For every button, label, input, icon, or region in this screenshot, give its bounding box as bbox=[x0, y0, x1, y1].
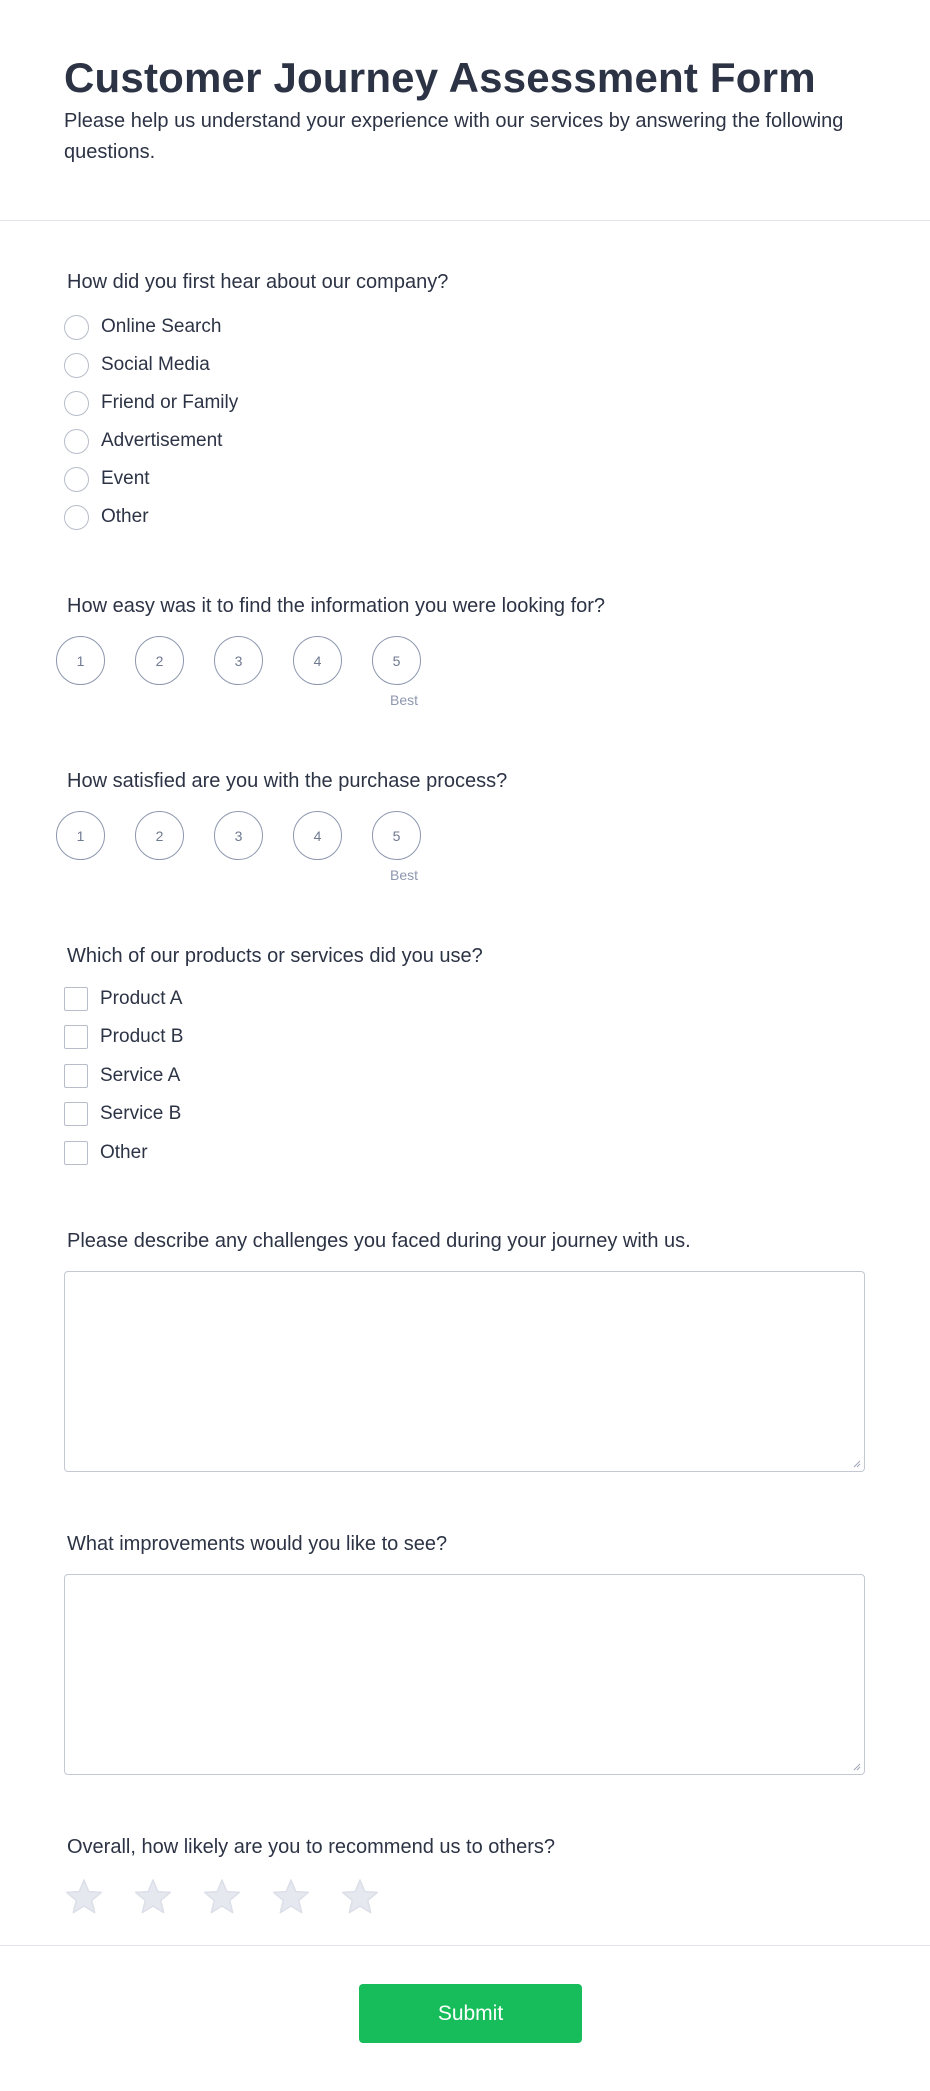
question-challenges-label: Please describe any challenges you faced during your journey with us. bbox=[67, 1230, 691, 1252]
radio-circle[interactable] bbox=[64, 467, 89, 492]
checkbox-box[interactable] bbox=[64, 1141, 88, 1165]
checkbox-option-label: Product B bbox=[100, 1026, 184, 1047]
improvements-textarea[interactable] bbox=[64, 1574, 865, 1775]
radio-option-label: Event bbox=[101, 468, 150, 489]
scale-max-label: Best bbox=[390, 867, 419, 883]
resize-grip-icon[interactable] bbox=[852, 1762, 861, 1771]
checkbox-option-product-b[interactable] bbox=[64, 1024, 183, 1050]
form-title: Customer Journey Assessment Form bbox=[64, 54, 816, 101]
purchase-rating-scale bbox=[56, 811, 451, 860]
question-recommend-label: Overall, how likely are you to recommend us to others? bbox=[67, 1836, 555, 1858]
scale-option-5[interactable]: 5 bbox=[372, 636, 421, 685]
checkbox-option-other[interactable] bbox=[64, 1140, 148, 1166]
radio-option-label: Friend or Family bbox=[101, 392, 239, 413]
radio-circle[interactable] bbox=[64, 353, 89, 378]
question-purchase-satisfaction-label: How satisfied are you with the purchase process? bbox=[67, 770, 508, 792]
radio-option-label: Advertisement bbox=[101, 430, 223, 451]
star-icon[interactable] bbox=[133, 1877, 173, 1917]
recommend-star-rating bbox=[64, 1877, 409, 1917]
form-footer bbox=[0, 1945, 930, 2091]
radio-circle[interactable] bbox=[64, 429, 89, 454]
radio-circle[interactable] bbox=[64, 505, 89, 530]
radio-option-social-media[interactable] bbox=[64, 352, 210, 378]
resize-grip-icon[interactable] bbox=[852, 1459, 861, 1468]
question-products-used-label: Which of our products or services did you use? bbox=[67, 945, 483, 967]
scale-option-1[interactable]: 1 bbox=[56, 636, 105, 685]
radio-option-other[interactable] bbox=[64, 504, 149, 530]
scale-option-4[interactable]: 4 bbox=[293, 636, 342, 685]
checkbox-option-product-a[interactable] bbox=[64, 986, 182, 1012]
find-info-rating-scale bbox=[56, 636, 451, 685]
scale-option-5[interactable]: 5 bbox=[372, 811, 421, 860]
radio-option-label: Social Media bbox=[101, 354, 210, 375]
challenges-textarea[interactable] bbox=[64, 1271, 865, 1472]
question-find-info-label: How easy was it to find the information you were looking for? bbox=[67, 595, 606, 617]
checkbox-option-service-b[interactable] bbox=[64, 1101, 181, 1127]
star-icon[interactable] bbox=[64, 1877, 104, 1917]
star-icon[interactable] bbox=[271, 1877, 311, 1917]
star-icon[interactable] bbox=[202, 1877, 242, 1917]
checkbox-option-service-a[interactable] bbox=[64, 1063, 180, 1089]
scale-option-3[interactable]: 3 bbox=[214, 811, 263, 860]
checkbox-option-label: Other bbox=[100, 1142, 148, 1163]
checkbox-box[interactable] bbox=[64, 987, 88, 1011]
radio-circle[interactable] bbox=[64, 391, 89, 416]
radio-option-advertisement[interactable] bbox=[64, 428, 222, 454]
form-header bbox=[0, 0, 930, 221]
scale-max-label: Best bbox=[390, 692, 419, 708]
checkbox-box[interactable] bbox=[64, 1064, 88, 1088]
checkbox-option-label: Service A bbox=[100, 1065, 181, 1086]
checkbox-option-label: Service B bbox=[100, 1103, 182, 1124]
question-improvements-label: What improvements would you like to see? bbox=[67, 1533, 448, 1555]
question-heard-about-label: How did you first hear about our company? bbox=[67, 271, 449, 293]
checkbox-option-label: Product A bbox=[100, 988, 183, 1009]
radio-option-label: Other bbox=[101, 506, 149, 527]
radio-circle[interactable] bbox=[64, 315, 89, 340]
scale-option-3[interactable]: 3 bbox=[214, 636, 263, 685]
checkbox-box[interactable] bbox=[64, 1102, 88, 1126]
submit-button[interactable]: Submit bbox=[359, 1984, 582, 2043]
radio-option-online-search[interactable] bbox=[64, 314, 221, 340]
scale-option-4[interactable]: 4 bbox=[293, 811, 342, 860]
checkbox-box[interactable] bbox=[64, 1025, 88, 1049]
scale-option-1[interactable]: 1 bbox=[56, 811, 105, 860]
radio-option-friend-family[interactable] bbox=[64, 390, 238, 416]
radio-option-label: Online Search bbox=[101, 316, 222, 337]
star-icon[interactable] bbox=[340, 1877, 380, 1917]
form-subtitle: Please help us understand your experience with our services by answering the following questions. bbox=[64, 110, 844, 163]
scale-option-2[interactable]: 2 bbox=[135, 636, 184, 685]
scale-option-2[interactable]: 2 bbox=[135, 811, 184, 860]
radio-option-event[interactable] bbox=[64, 466, 150, 492]
